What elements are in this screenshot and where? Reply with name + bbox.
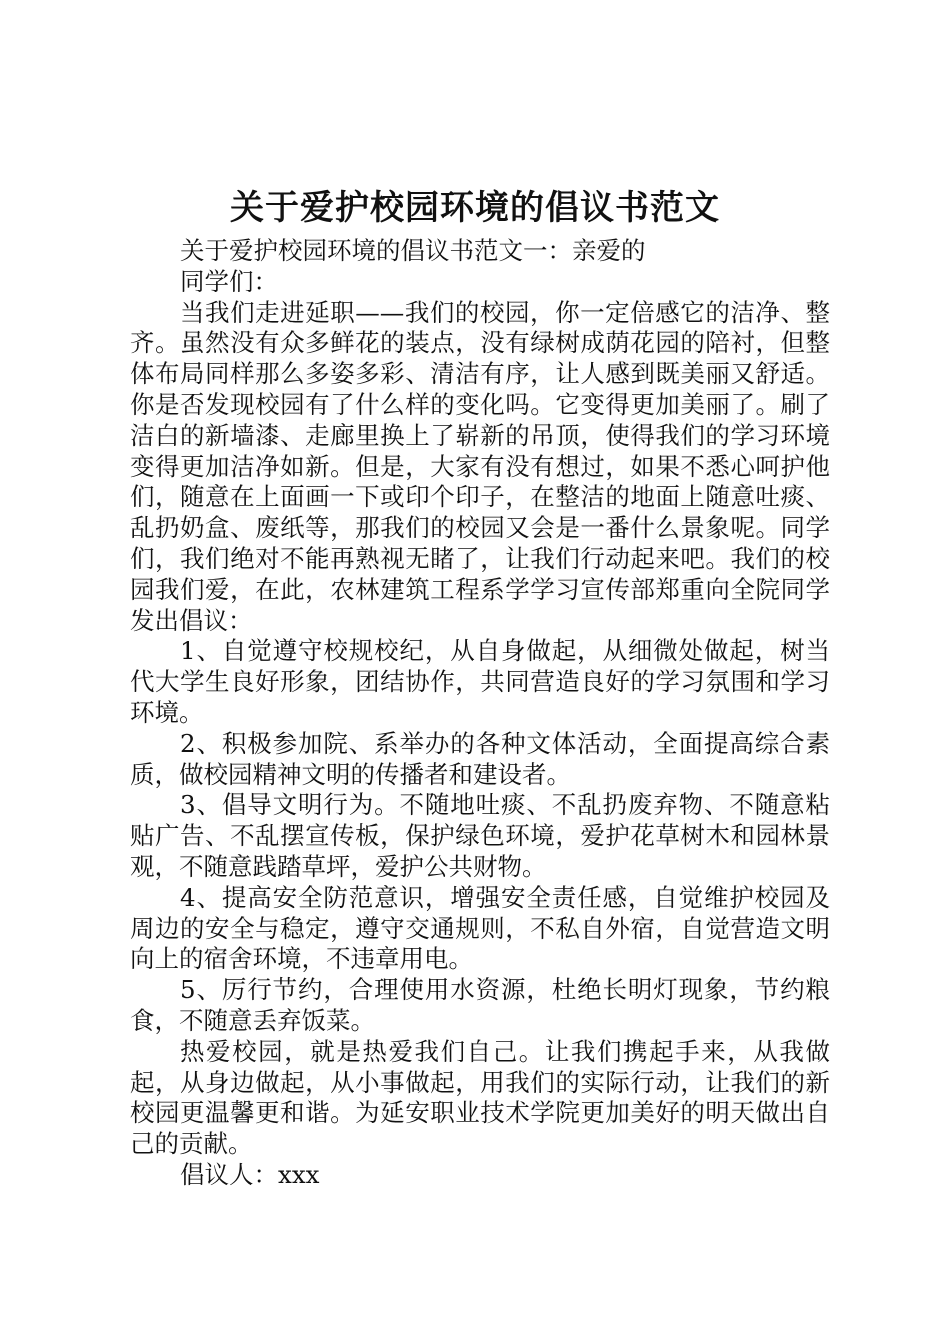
paragraph-closing: 热爱校园，就是热爱我们自己。让我们携起手来，从我做起，从身边做起，从小事做起，用我们的实际行动，让我们的新校园更温馨更和谐。为延安职业技术学院更加美好的明天做出自己的贡献。 [130,1036,830,1159]
signature: 倡议人：xxx [180,1159,320,1189]
proposal-item-3: 3、倡导文明行为。不随地吐痰、不乱扔废弃物、不随意粘贴广告、不乱摆宣传板，保护绿色环境，爱护花草树木和园林景观，不随意践踏草坪，爱护公共财物。 [130,790,830,881]
document-title: 关于爱护校园环境的倡议书范文 [230,188,720,228]
document-body [130,236,830,1191]
proposal-item-5: 5、厉行节约，合理使用水资源，杜绝长明灯现象，节约粮食，不随意丢弃饭菜。 [130,975,830,1035]
proposal-item-1: 1、自觉遵守校规校纪，从自身做起，从细微处做起，树当代大学生良好形象，团结协作，共同营造良好的学习氛围和学习环境。 [130,636,830,727]
proposal-item-4: 4、提高安全防范意识，增强安全责任感，自觉维护校园及周边的安全与稳定，遵守交通规则，不私自外宿，自觉营造文明向上的宿舍环境，不违章用电。 [130,882,830,974]
paragraph-opening: 当我们走进延职——我们的校园，你一定倍感它的洁净、整齐。虽然没有众多鲜花的装点，没有绿树成荫花园的陪衬，但整体布局同样那么多姿多彩、清洁有序，让人感到既美丽又舒适。你是否发现校园有了什么样的变化吗。它变得更加美丽了。刷了洁白的新墙漆、走廊里换上了崭新的吊顶，使得我们的学习环境变得更加洁净如新。但是，大家有没有想过，如果不悉心呵护他们，随意在上面画一下或印个印子，在整洁的地面上随意吐痰、乱扔奶盒、废纸等，那我们的校园又会是一番什么景象呢。同学们，我们绝对不能再熟视无睹了，让我们行动起来吧。我们的校园我们爱，在此，农林建筑工程系学学习宣传部郑重向全院同学发出倡议： [130,297,830,635]
proposal-item-2: 2、积极参加院、系举办的各种文体活动，全面提高综合素质，做校园精神文明的传播者和建设者。 [130,728,830,789]
salutation: 同学们： [180,266,278,296]
intro-line: 关于爱护校园环境的倡议书范文一：亲爱的 [180,236,646,265]
